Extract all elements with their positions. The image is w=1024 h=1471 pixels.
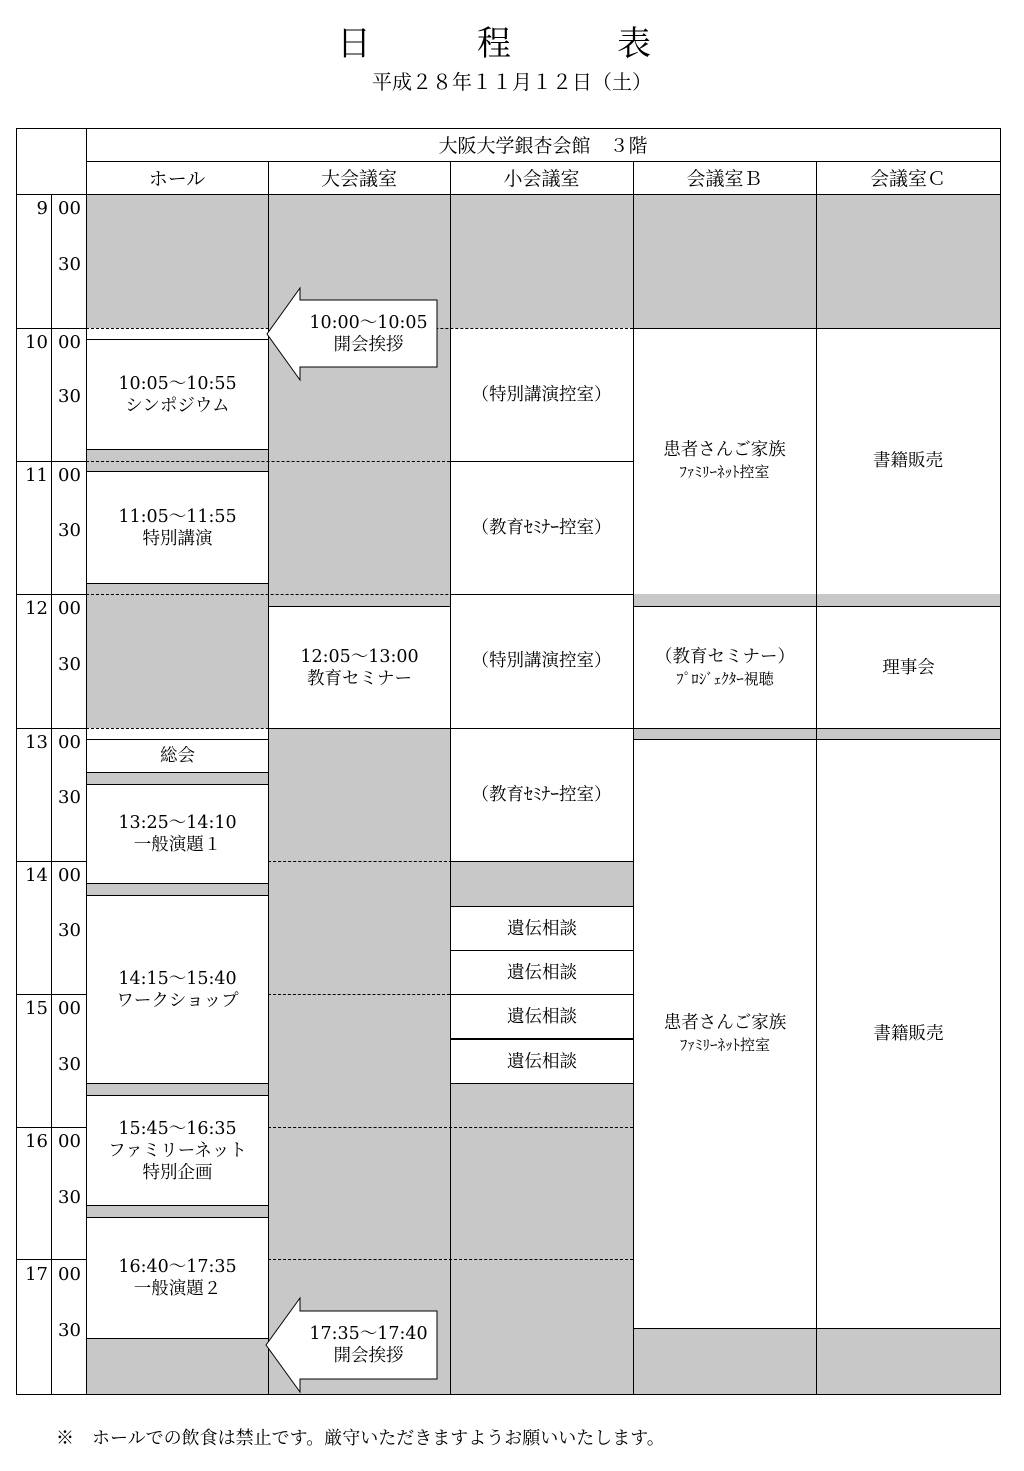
hour-label: 12 [25, 598, 48, 619]
event-time: 10:05～10:55 [118, 373, 237, 394]
minute-label: 00 [58, 1264, 81, 1285]
opening-arrow-icon [0, 0, 1, 1]
hour-label: 15 [25, 998, 48, 1019]
event-opening [300, 300, 437, 367]
room-b-line1: 患者さんご家族 [663, 1013, 787, 1033]
small-room-waiting-2: （教育ｾﾐﾅｰ控室） [471, 517, 612, 538]
room-header-b: 会議室Ｂ [686, 168, 763, 190]
room-b-line1: 患者さんご家族 [663, 440, 786, 460]
hour-line [16, 728, 86, 729]
event-time: 17:35～17:40 [309, 1324, 428, 1344]
event-title: ファミリーネット [108, 1140, 247, 1161]
hour-line [16, 861, 86, 862]
minute-label: 30 [58, 386, 81, 407]
event-closing [300, 1311, 437, 1379]
genetic-counseling-3: 遺伝相談 [450, 994, 634, 1039]
hour-dash [268, 1127, 633, 1128]
minute-label: 00 [58, 998, 81, 1019]
hour-label: 9 [36, 198, 48, 219]
hour-line [16, 1259, 86, 1260]
hour-label: 14 [25, 865, 48, 886]
minute-label: 30 [58, 1054, 81, 1075]
event-workshop [86, 895, 269, 1084]
event-oral2 [86, 1217, 269, 1339]
hour-line [16, 328, 86, 329]
minute-label: 30 [58, 920, 81, 941]
room-b-line2: ﾌｧﾐﾘｰﾈｯﾄ控室 [679, 1036, 770, 1054]
hour-label: 11 [25, 465, 48, 486]
room-header-large: 大会議室 [320, 168, 397, 190]
event-time: 12:05～13:00 [300, 646, 419, 667]
event-title-2: 特別企画 [142, 1162, 213, 1183]
minute-label: 30 [58, 1187, 81, 1208]
hour-line [16, 461, 86, 462]
event-time: 14:15～15:40 [118, 968, 237, 989]
event-time: 16:40～17:35 [118, 1257, 237, 1277]
hour-dash [268, 994, 450, 995]
column-line [51, 194, 52, 1394]
row-line [450, 861, 633, 862]
small-room-waiting-1: （特別講演控室） [471, 384, 612, 405]
hour-label: 10 [25, 332, 48, 353]
minute-label: 30 [58, 520, 81, 541]
minute-label: 30 [58, 254, 81, 275]
event-title: 特別講演 [142, 528, 213, 549]
event-special-lecture [86, 471, 269, 584]
event-title: 一般演題２ [133, 1279, 222, 1299]
minute-label: 00 [58, 465, 81, 486]
hour-label: 17 [25, 1264, 48, 1285]
minute-label: 00 [58, 198, 81, 219]
page-title: 日 程 表 [337, 24, 687, 64]
small-room-waiting-3: （特別講演控室） [471, 651, 612, 671]
event-time: 15:45～16:35 [118, 1118, 237, 1139]
hour-dash [268, 1259, 633, 1260]
hour-line [16, 994, 86, 995]
minute-label: 00 [58, 332, 81, 353]
room-header-small: 小会議室 [503, 168, 580, 190]
small-room-waiting-4: （教育ｾﾐﾅｰ控室） [471, 784, 612, 805]
hour-line [16, 1127, 86, 1128]
room-b-line1: （教育セミナー） [655, 646, 795, 667]
venue-header: 大阪大学銀杏会館 ３階 [438, 135, 648, 157]
event-title: ワークショップ [116, 990, 239, 1011]
hour-label: 16 [25, 1131, 48, 1152]
hour-line [16, 594, 86, 595]
minute-label: 00 [58, 732, 81, 753]
room-b-family-1 [633, 328, 816, 594]
event-family-special [86, 1095, 269, 1206]
event-general-meeting [86, 739, 269, 773]
schedule-date: 平成２８年１１月１２日（土） [372, 70, 652, 94]
event-symposium [86, 339, 269, 450]
room-c-board: 理事会 [816, 606, 1001, 729]
room-b-projector [633, 606, 817, 729]
room-header-hall: ホール [148, 168, 206, 190]
event-title: 開会挨拶 [333, 1346, 404, 1366]
room-b-line2: ﾌﾟﾛｼﾞｪｸﾀｰ視聴 [676, 669, 774, 688]
genetic-counseling-1: 遺伝相談 [450, 906, 634, 951]
event-title: 一般演題１ [133, 835, 222, 855]
minute-label: 30 [58, 787, 81, 808]
event-title: 開会挨拶 [333, 334, 404, 355]
room-b-family-2 [633, 739, 817, 1329]
hour-dash [86, 461, 450, 462]
minute-label: 30 [58, 1320, 81, 1341]
genetic-counseling-2: 遺伝相談 [450, 950, 634, 995]
event-oral1 [86, 784, 269, 884]
minute-label: 00 [58, 1131, 81, 1152]
footer-note: ※ ホールでの飲食は禁止です。厳守いただきますようお願いいたします。 [56, 1428, 665, 1449]
minute-label: 00 [58, 598, 81, 619]
room-header-c: 会議室Ｃ [869, 168, 946, 190]
room-c-books-2: 書籍販売 [816, 739, 1001, 1329]
room-b-line2: ﾌｧﾐﾘｰﾈｯﾄ控室 [679, 463, 770, 481]
event-time: 10:00～10:05 [309, 312, 428, 333]
event-time: 13:25～14:10 [118, 813, 237, 833]
event-title: 総会 [160, 746, 195, 766]
event-time: 11:05～11:55 [118, 506, 237, 527]
room-c-books-1: 書籍販売 [873, 451, 943, 471]
row-line [16, 194, 1000, 195]
hour-label: 13 [25, 732, 48, 753]
event-title: シンポジウム [125, 395, 230, 416]
minute-label: 30 [58, 654, 81, 675]
event-title: 教育セミナー [307, 668, 412, 689]
genetic-counseling-4: 遺伝相談 [450, 1039, 634, 1084]
minute-label: 00 [58, 865, 81, 886]
event-education-seminar [268, 606, 451, 729]
